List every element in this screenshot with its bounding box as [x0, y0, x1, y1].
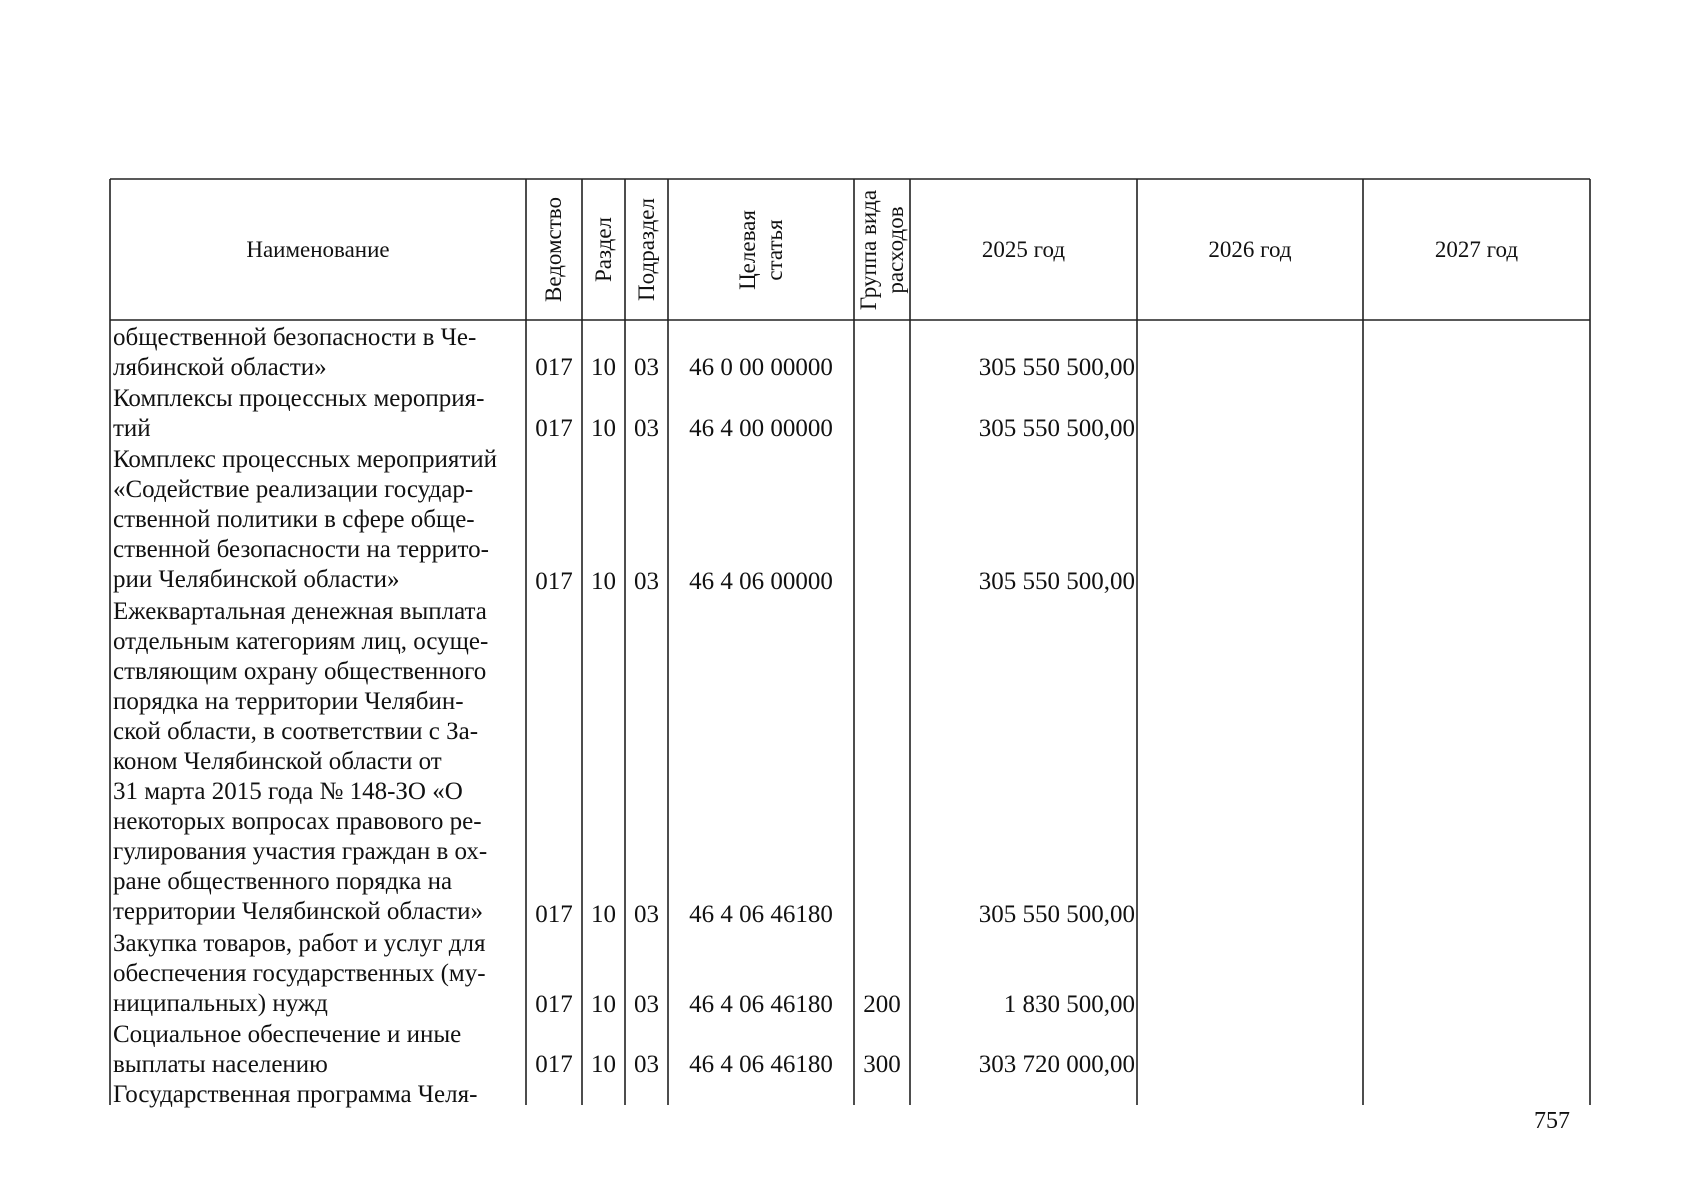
header-year-2026 — [1137, 179, 1363, 320]
table-row — [0, 597, 1691, 930]
row-amount-2026 — [1137, 414, 1361, 444]
row-subsection: 03 — [634, 568, 659, 595]
row-section: 10 — [591, 568, 616, 595]
row-amount-2027 — [1363, 567, 1588, 597]
header-target-line1: Целевая — [734, 209, 760, 290]
row-subsection: 03 — [634, 415, 659, 442]
header-target-line2: статья — [761, 218, 787, 281]
row-department: 017 — [535, 1051, 573, 1078]
row-section: 10 — [591, 354, 616, 381]
header-group-line1: Группа вида — [856, 189, 882, 310]
row-section: 10 — [591, 415, 616, 442]
row-department: 017 — [535, 991, 573, 1018]
header-name — [110, 179, 526, 320]
row-group — [854, 353, 910, 383]
row-amount-2025: 305 550 500,00 — [978, 415, 1135, 442]
header-year-2027 — [1363, 179, 1590, 320]
header-year-2025 — [910, 179, 1137, 320]
row-name: Закупка товаров, работ и услуг для обеспечения государственных (му- ниципальных) нужд — [113, 930, 486, 1017]
row-amount-2027 — [1363, 990, 1588, 1020]
row-amount-2025: 305 550 500,00 — [978, 354, 1135, 381]
row-name: общественной безопасности в Че- лябинской области» — [113, 324, 477, 381]
table-row — [0, 929, 1691, 1020]
header-department-label: Ведомство — [541, 196, 567, 303]
row-section: 10 — [591, 901, 616, 928]
row-name: Социальное обеспечение и иные выплаты населению — [113, 1021, 462, 1078]
row-subsection: 03 — [634, 901, 659, 928]
row-department: 017 — [535, 415, 573, 442]
row-target: 46 4 06 46180 — [689, 1051, 833, 1078]
header-year-2027-label: 2027 год — [1434, 236, 1519, 262]
row-amount-2027 — [1363, 353, 1588, 383]
header-department — [526, 179, 582, 320]
row-department: 017 — [535, 354, 573, 381]
row-subsection: 03 — [634, 991, 659, 1018]
header-group — [854, 179, 910, 320]
row-section: 10 — [591, 1051, 616, 1078]
table-row — [0, 323, 1691, 383]
row-target: 46 0 00 00000 — [689, 354, 833, 381]
row-group: 300 — [863, 1051, 901, 1078]
row-amount-2026 — [1137, 353, 1361, 383]
header-target — [668, 179, 854, 320]
row-group: 200 — [863, 991, 901, 1018]
row-name: Ежеквартальная денежная выплата отдельным категориям лиц, осуще- ствляющим охрану общественного порядка на территории Челябин- ской области, в соответствии с За- коном Челябинской области от 31 марта 2015 года № 148-ЗО «О некоторых вопросах правового ре- гулирования участия граждан в ох- ране общественного порядка на территории Челябинской области» — [113, 598, 489, 925]
row-amount-2027 — [1363, 414, 1588, 444]
header-target-label — [734, 210, 788, 290]
header-subsection — [625, 179, 668, 320]
row-department: 017 — [535, 901, 573, 928]
row-group — [854, 414, 910, 444]
table-row — [0, 384, 1691, 444]
row-amount-2026 — [1137, 900, 1361, 930]
page-number: 757 — [1534, 1108, 1570, 1134]
row-target: 46 4 06 46180 — [689, 991, 833, 1018]
row-name: Комплекс процессных мероприятий «Содействие реализации государ- ственной политики в сфере обще- ственной безопасности на террито- рии Челябинской области» — [113, 446, 498, 593]
table-row — [0, 1020, 1691, 1080]
header-year-2026-label: 2026 год — [1208, 236, 1292, 262]
row-group — [854, 567, 910, 597]
header-name-label: Наименование — [246, 236, 390, 262]
table-row — [0, 1080, 1691, 1110]
row-department: 017 — [535, 568, 573, 595]
row-target: 46 4 06 00000 — [689, 568, 833, 595]
header-section — [582, 179, 625, 320]
row-amount-2027 — [1363, 900, 1588, 930]
header-section-label: Раздел — [591, 216, 616, 283]
row-name: Комплексы процессных мероприя- тий — [113, 385, 485, 442]
row-amount-2026 — [1137, 567, 1361, 597]
row-amount-2025: 305 550 500,00 — [978, 568, 1135, 595]
row-name: Государственная программа Челя- — [113, 1081, 478, 1108]
row-subsection: 03 — [634, 354, 659, 381]
row-group — [854, 900, 910, 930]
row-amount-2027 — [1363, 1050, 1588, 1080]
row-target: 46 4 00 00000 — [689, 415, 833, 442]
header-group-line2: расходов — [883, 205, 909, 294]
row-amount-2026 — [1137, 990, 1361, 1020]
header-group-label — [855, 189, 909, 309]
row-section: 10 — [591, 991, 616, 1018]
table-row — [0, 445, 1691, 597]
row-amount-2026 — [1137, 1050, 1361, 1080]
header-year-2025-label: 2025 год — [981, 236, 1066, 262]
row-amount-2025: 1 830 500,00 — [1003, 991, 1135, 1018]
header-subsection-label: Подраздел — [634, 198, 660, 301]
row-amount-2025: 303 720 000,00 — [978, 1051, 1135, 1078]
row-subsection: 03 — [634, 1051, 659, 1078]
row-target: 46 4 06 46180 — [689, 901, 833, 928]
row-amount-2025: 305 550 500,00 — [978, 901, 1135, 928]
